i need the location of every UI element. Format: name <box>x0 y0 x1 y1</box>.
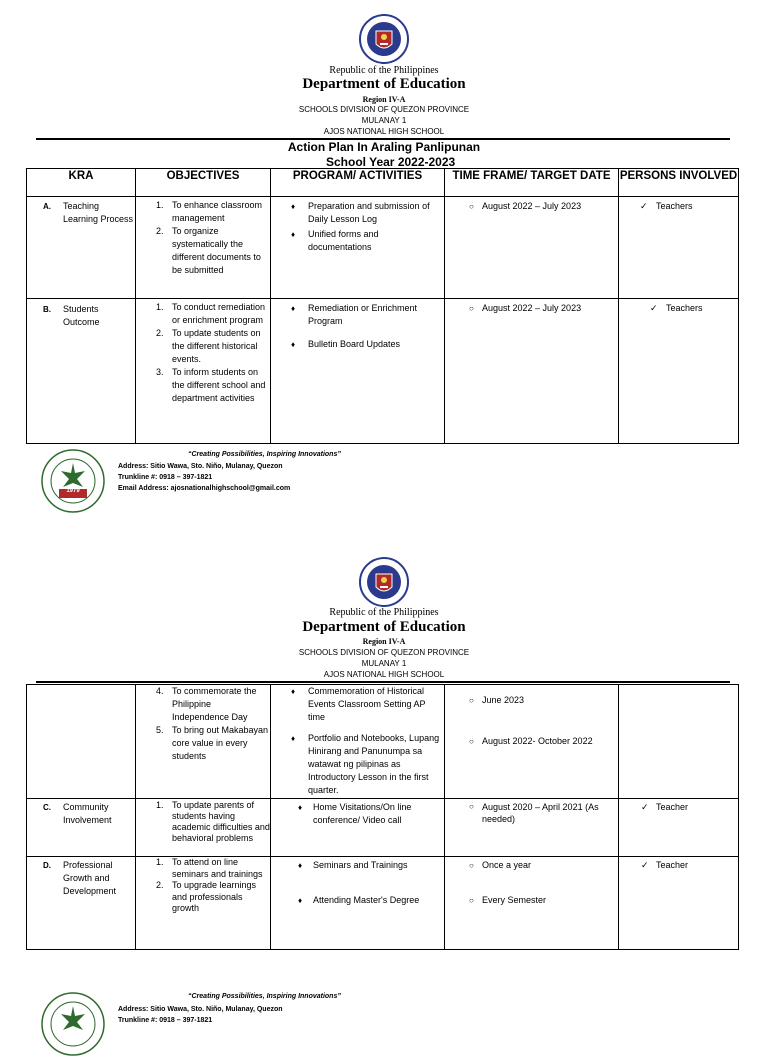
header-divider <box>36 681 730 683</box>
persons-text: Teacher <box>656 860 689 870</box>
diamond-bullet-icon: ♦ <box>291 230 296 239</box>
school-year: School Year 2022-2023 <box>326 155 456 169</box>
program-text: Unified forms and documentations <box>308 229 379 252</box>
objective-number: 2. <box>156 880 164 890</box>
diamond-bullet-icon: ♦ <box>291 202 296 211</box>
objective-number: 5. <box>156 725 164 735</box>
district-line: MULANAY 1 <box>361 659 407 668</box>
region-line: Region IV-A <box>362 95 406 104</box>
program-text: Preparation and submission of Daily Lesson Log <box>308 201 430 224</box>
kra-letter: B. <box>43 305 51 314</box>
diamond-bullet-icon: ♦ <box>291 734 296 743</box>
circle-bullet-icon: ○ <box>469 202 474 211</box>
footer-email: Email Address: ajosnationalhighschool@gmail.com <box>118 485 291 492</box>
division-line: SCHOOLS DIVISION OF QUEZON PROVINCE <box>298 648 470 657</box>
time-frame-text: August 2022 – July 2023 <box>482 303 582 313</box>
time-frame-text: August 2022 – July 2023 <box>482 201 582 211</box>
header-objectives: OBJECTIVES <box>136 169 271 197</box>
objective-text: To organize systematically the different documents to be submitted <box>172 226 261 275</box>
check-icon: ✓ <box>650 303 658 313</box>
kra-letter: A. <box>43 202 51 211</box>
action-plan-table-continued <box>26 684 739 950</box>
time-frame-text: Once a year <box>482 860 532 870</box>
objective-number: 2. <box>156 226 164 236</box>
republic-line: Republic of the Philippines <box>329 65 439 76</box>
objective-number: 1. <box>156 800 164 810</box>
footer-address: Address: Sitio Wawa, Sto. Niño, Mulanay, Quezon <box>118 1006 283 1013</box>
logo-year: 1979 <box>66 488 80 494</box>
objective-text: To commemorate the Philippine Independence Day <box>172 686 257 722</box>
program-text: Remediation or Enrichment Program <box>308 303 418 326</box>
plan-title: Action Plan In Araling Panlipunan <box>287 140 481 154</box>
school-seal-icon <box>41 992 105 1056</box>
kra-label: Community Involvement <box>63 802 112 825</box>
kra-label: Students Outcome <box>63 304 100 327</box>
circle-bullet-icon: ○ <box>469 304 474 313</box>
time-frame-text: August 2022- October 2022 <box>482 736 593 746</box>
objective-text: To attend on line seminars and trainings <box>172 857 263 879</box>
region-line: Region IV-A <box>362 637 406 646</box>
program-text: Bulletin Board Updates <box>308 339 401 349</box>
objective-number: 2. <box>156 328 164 338</box>
time-frame-text: Every Semester <box>482 895 547 905</box>
persons-text: Teachers <box>656 201 693 211</box>
kra-label: Professional Growth and Development <box>63 860 117 896</box>
kra-letter: C. <box>43 803 51 812</box>
school-line: AJOS NATIONAL HIGH SCHOOL <box>323 670 445 679</box>
division-line: SCHOOLS DIVISION OF QUEZON PROVINCE <box>298 105 470 114</box>
program-text: Attending Master's Degree <box>313 895 420 905</box>
table-row <box>27 857 739 950</box>
district-line: MULANAY 1 <box>361 116 407 125</box>
footer-trunkline: Trunkline #: 0918 – 397-1821 <box>118 474 213 481</box>
check-icon: ✓ <box>641 802 649 812</box>
school-seal-icon <box>41 449 105 513</box>
table-row <box>27 197 739 299</box>
header-programs: PROGRAM/ ACTIVITIES <box>271 169 445 197</box>
circle-bullet-icon: ○ <box>469 737 474 746</box>
footer-motto: “Creating Possibilities, Inspiring Innovations” <box>188 993 341 1000</box>
header-time-frame: TIME FRAME/ TARGET DATE <box>445 169 619 197</box>
persons-text: Teachers <box>666 303 703 313</box>
objective-number: 4. <box>156 686 164 696</box>
objective-text: To inform students on the different school and department activities <box>172 367 266 403</box>
department-title: Department of Education <box>302 619 466 635</box>
circle-bullet-icon: ○ <box>469 896 474 905</box>
diamond-bullet-icon: ♦ <box>298 803 303 812</box>
program-text: Commemoration of Historical Events Classroom Setting AP time <box>308 686 426 722</box>
objective-text: To upgrade learnings and professionals growth <box>172 880 257 913</box>
header-kra: KRA <box>27 169 136 197</box>
diamond-bullet-icon: ♦ <box>298 896 303 905</box>
check-icon: ✓ <box>640 201 648 211</box>
circle-bullet-icon: ○ <box>469 696 474 705</box>
kra-letter: D. <box>43 861 51 870</box>
program-text: Seminars and Trainings <box>313 860 408 870</box>
kra-label: Teaching Learning Process <box>63 201 134 224</box>
school-line: AJOS NATIONAL HIGH SCHOOL <box>323 127 445 136</box>
objective-number: 3. <box>156 367 164 377</box>
objective-text: To bring out Makabayan core value in every students <box>172 725 269 761</box>
deped-seal-icon <box>359 14 409 64</box>
diamond-bullet-icon: ♦ <box>291 340 296 349</box>
objective-text: To conduct remediation or enrichment program <box>172 302 266 325</box>
diamond-bullet-icon: ♦ <box>298 861 303 870</box>
table-row <box>27 799 739 857</box>
footer-address: Address: Sitio Wawa, Sto. Niño, Mulanay, Quezon <box>118 463 283 470</box>
circle-bullet-icon: ○ <box>469 861 474 870</box>
objective-text: To update students on the different historical events. <box>172 328 261 364</box>
table-row <box>27 685 739 799</box>
persons-text: Teacher <box>656 802 689 812</box>
objective-text: To update parents of students having academic difficulties and behavioral problems <box>172 800 270 843</box>
footer-motto: “Creating Possibilities, Inspiring Innovations” <box>188 451 341 458</box>
department-title: Department of Education <box>302 76 466 92</box>
time-frame-text: June 2023 <box>482 695 525 705</box>
header-persons: PERSONS INVOLVED <box>619 169 739 197</box>
check-icon: ✓ <box>641 860 649 870</box>
republic-line: Republic of the Philippines <box>329 607 439 618</box>
diamond-bullet-icon: ♦ <box>291 304 296 313</box>
time-frame-text: August 2020 – April 2021 (As needed) <box>482 802 599 824</box>
deped-seal-icon <box>359 557 409 607</box>
table-row <box>27 299 739 444</box>
footer-trunkline: Trunkline #: 0918 – 397-1821 <box>118 1017 213 1024</box>
action-plan-table <box>26 168 739 444</box>
objective-number: 1. <box>156 857 164 867</box>
program-text: Home Visitations/On line conference/ Video call <box>313 802 412 825</box>
objective-text: To enhance classroom management <box>172 200 263 223</box>
objective-number: 1. <box>156 200 164 210</box>
diamond-bullet-icon: ♦ <box>291 687 296 696</box>
circle-bullet-icon: ○ <box>469 802 474 811</box>
objective-number: 1. <box>156 302 164 312</box>
program-text: Portfolio and Notebooks, Lupang Hinirang and Panunumpa sa watawat ng pilipinas as Introductory Lesson in the first quarter. <box>308 733 440 795</box>
